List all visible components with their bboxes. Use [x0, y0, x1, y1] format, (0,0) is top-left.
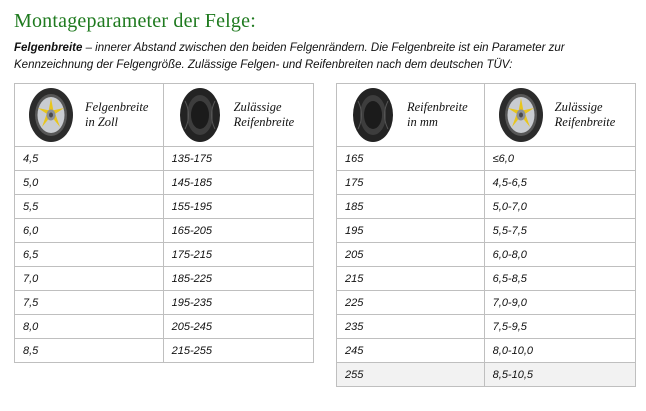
- table-row: [337, 291, 636, 315]
- table-row: [337, 243, 636, 267]
- intro-paragraph: [14, 40, 632, 73]
- intro-text: – innerer Abstand zwischen den beiden Felgenrändern. Die Felgenbreite ist ein Parameter zur Kennzeichnung der Felgengröße. Zulässige Felgen- und Reifenbreiten nach dem deutschen TÜV:: [14, 42, 565, 71]
- table-row: [15, 219, 314, 243]
- cell-reifenbreite-mm: 235: [337, 315, 485, 339]
- cell-felgenbreite: 8,5: [15, 339, 164, 363]
- cell-reifenbreite: 175-215: [163, 243, 313, 267]
- table-header-row: [337, 84, 636, 147]
- cell-felgenbreite: 7,5: [15, 291, 164, 315]
- cell-reifenbreite: 155-195: [163, 195, 313, 219]
- cell-reifenbreite: 145-185: [163, 171, 313, 195]
- header-label-zulaessige-reifenbreite-left: [228, 100, 295, 131]
- table-row: [15, 291, 314, 315]
- table-row: [15, 339, 314, 363]
- cell-reifenbreite: 215-255: [163, 339, 313, 363]
- cell-reifenbreite: 205-245: [163, 315, 313, 339]
- table-row: [337, 147, 636, 171]
- cell-reifenbreite-mm: 255: [337, 363, 485, 387]
- header-cell-felgenbreite-zoll: [15, 84, 164, 147]
- intro-keyword: Felgenbreite: [14, 42, 83, 54]
- table-reifenbreite: [336, 83, 636, 387]
- header-label-line1: Zulässige: [233, 99, 282, 114]
- cell-reifenbreite: 165-205: [163, 219, 313, 243]
- cell-felgenbreite-range: 5,0-7,0: [484, 195, 635, 219]
- tire-icon: [172, 86, 228, 144]
- cell-reifenbreite-mm: 245: [337, 339, 485, 363]
- table-row: [337, 219, 636, 243]
- cell-felgenbreite: 4,5: [15, 147, 164, 171]
- header-cell-zulaessige-reifenbreite-left: [163, 84, 313, 147]
- table-row: [15, 195, 314, 219]
- cell-reifenbreite: 185-225: [163, 267, 313, 291]
- table-row: [337, 315, 636, 339]
- alloy-wheel-icon: [23, 86, 79, 144]
- header-label-reifenbreite-mm: Reifenbreite in mm: [407, 99, 468, 130]
- cell-felgenbreite-range: 6,0-8,0: [484, 243, 635, 267]
- tire-icon: [345, 86, 401, 144]
- cell-felgenbreite: 8,0: [15, 315, 164, 339]
- header-cell-zulaessige-reifenbreite-right: [484, 84, 635, 147]
- table-row: [337, 267, 636, 291]
- table-row: [337, 171, 636, 195]
- table-header-row: [15, 84, 314, 147]
- cell-reifenbreite: 195-235: [163, 291, 313, 315]
- cell-felgenbreite-range: 7,0-9,0: [484, 291, 635, 315]
- header-label-felgenbreite-zoll: Felgenbreite in Zoll: [85, 99, 149, 130]
- table-row: [15, 315, 314, 339]
- page-title: Montageparameter der Felge:: [14, 10, 256, 32]
- cell-felgenbreite-range: 4,5-6,5: [484, 171, 635, 195]
- cell-reifenbreite-mm: 185: [337, 195, 485, 219]
- cell-reifenbreite-mm: 175: [337, 171, 485, 195]
- header-label-zulaessige-reifenbreite-right: [549, 100, 616, 131]
- table-row: [337, 339, 636, 363]
- cell-felgenbreite: 6,0: [15, 219, 164, 243]
- cell-felgenbreite-range: ≤6,0: [484, 147, 635, 171]
- cell-felgenbreite: 7,0: [15, 267, 164, 291]
- table-row: [337, 195, 636, 219]
- table-row: [15, 267, 314, 291]
- table-row: [15, 171, 314, 195]
- table-row: [337, 363, 636, 387]
- cell-reifenbreite-mm: 165: [337, 147, 485, 171]
- cell-felgenbreite-range: 6,5-8,5: [484, 267, 635, 291]
- cell-reifenbreite: 135-175: [163, 147, 313, 171]
- table-felgenbreite: [14, 83, 314, 363]
- cell-felgenbreite: 6,5: [15, 243, 164, 267]
- cell-felgenbreite-range: 5,5-7,5: [484, 219, 635, 243]
- header-label-line1: Zulässige: [554, 99, 603, 114]
- cell-felgenbreite-range: 7,5-9,5: [484, 315, 635, 339]
- header-label-line2: Reifenbreite: [233, 115, 295, 130]
- alloy-wheel-icon: [493, 86, 549, 144]
- cell-felgenbreite-range: 8,5-10,5: [484, 363, 635, 387]
- cell-reifenbreite-mm: 225: [337, 291, 485, 315]
- cell-felgenbreite: 5,5: [15, 195, 164, 219]
- table-row: [15, 243, 314, 267]
- cell-reifenbreite-mm: 215: [337, 267, 485, 291]
- cell-reifenbreite-mm: 205: [337, 243, 485, 267]
- header-label-line2: Reifenbreite: [554, 115, 616, 130]
- header-cell-reifenbreite-mm: [337, 84, 485, 147]
- cell-felgenbreite: 5,0: [15, 171, 164, 195]
- cell-reifenbreite-mm: 195: [337, 219, 485, 243]
- tables-container: [14, 83, 636, 387]
- table-row: [15, 147, 314, 171]
- cell-felgenbreite-range: 8,0-10,0: [484, 339, 635, 363]
